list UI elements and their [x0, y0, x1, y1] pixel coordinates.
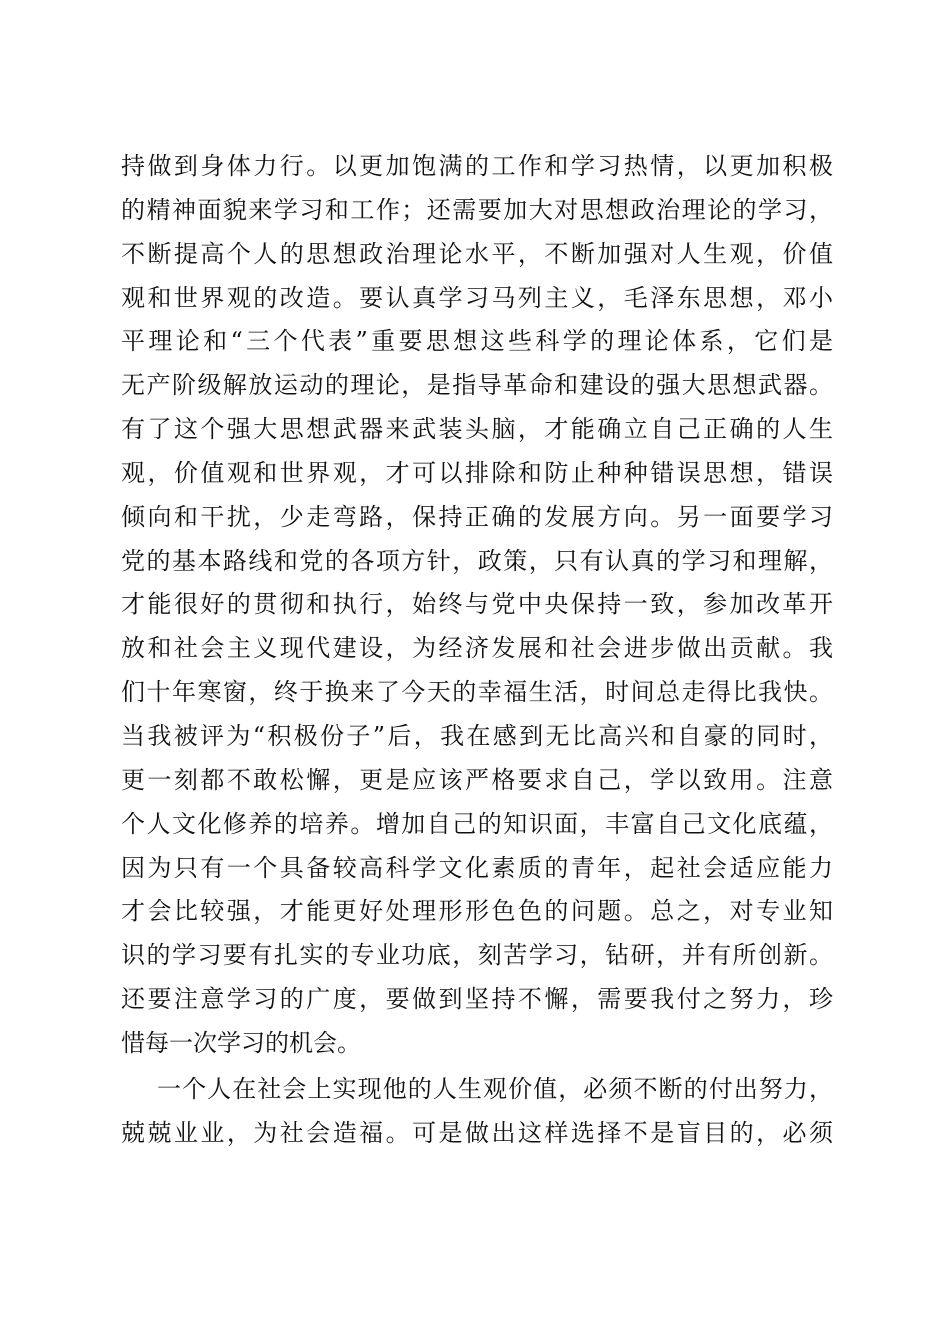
text-line: 们十年寒窗，终于换来了今天的幸福生活，时间总走得比我快。 — [121, 678, 833, 707]
text-line: 平理论和“三个代表”重要思想这些科学的理论体系，它们是 — [121, 327, 833, 356]
document-body — [121, 145, 833, 1155]
text-line: 惜每一次学习的机会。 — [121, 1028, 361, 1057]
paragraph — [121, 145, 833, 1066]
text-line: 观，价值观和世界观，才可以排除和防止种种错误思想，错误 — [121, 458, 833, 487]
text-line: 有了这个强大思想武器来武装头脑，才能确立自己正确的人生 — [121, 415, 833, 444]
text-line: 才会比较强，才能更好处理形形色色的问题。总之，对专业知 — [121, 897, 833, 926]
text-line: 还要注意学习的广度，要做到坚持不懈，需要我付之努力，珍 — [121, 985, 833, 1014]
text-line: 更一刻都不敢松懈，更是应该严格要求自己，学以致用。注意 — [121, 765, 833, 794]
paragraph — [121, 1068, 833, 1156]
text-line: 放和社会主义现代建设，为经济发展和社会进步做出贡献。我 — [121, 634, 833, 663]
text-line: 无产阶级解放运动的理论，是指导革命和建设的强大思想武器。 — [121, 371, 833, 400]
text-line: 观和世界观的改造。要认真学习马列主义，毛泽东思想，邓小 — [121, 283, 833, 312]
text-line: 个人文化修养的培养。增加自己的知识面，丰富自己文化底蕴， — [121, 809, 833, 838]
text-line: 党的基本路线和党的各项方针，政策，只有认真的学习和理解， — [121, 546, 833, 575]
text-line: 不断提高个人的思想政治理论水平，不断加强对人生观，价值 — [121, 239, 833, 268]
text-line: 的精神面貌来学习和工作；还需要加大对思想政治理论的学习， — [121, 195, 833, 224]
text-line: 一个人在社会上实现他的人生观价值，必须不断的付出努力， — [157, 1074, 833, 1103]
text-line: 倾向和干扰，少走弯路，保持正确的发展方向。另一面要学习 — [121, 502, 833, 531]
text-line: 因为只有一个具备较高科学文化素质的青年，起社会适应能力 — [121, 853, 833, 882]
text-line: 持做到身体力行。以更加饱满的工作和学习热情，以更加积极 — [121, 152, 833, 180]
text-line: 当我被评为“积极份子”后，我在感到无比高兴和自豪的同时， — [121, 721, 833, 750]
text-line: 兢兢业业，为社会造福。可是做出这样选择不是盲目的，必须 — [121, 1118, 833, 1147]
text-line: 识的学习要有扎实的专业功底，刻苦学习，钻研，并有所创新。 — [121, 941, 833, 970]
text-line: 才能很好的贯彻和执行，始终与党中央保持一致，参加改革开 — [121, 590, 833, 619]
